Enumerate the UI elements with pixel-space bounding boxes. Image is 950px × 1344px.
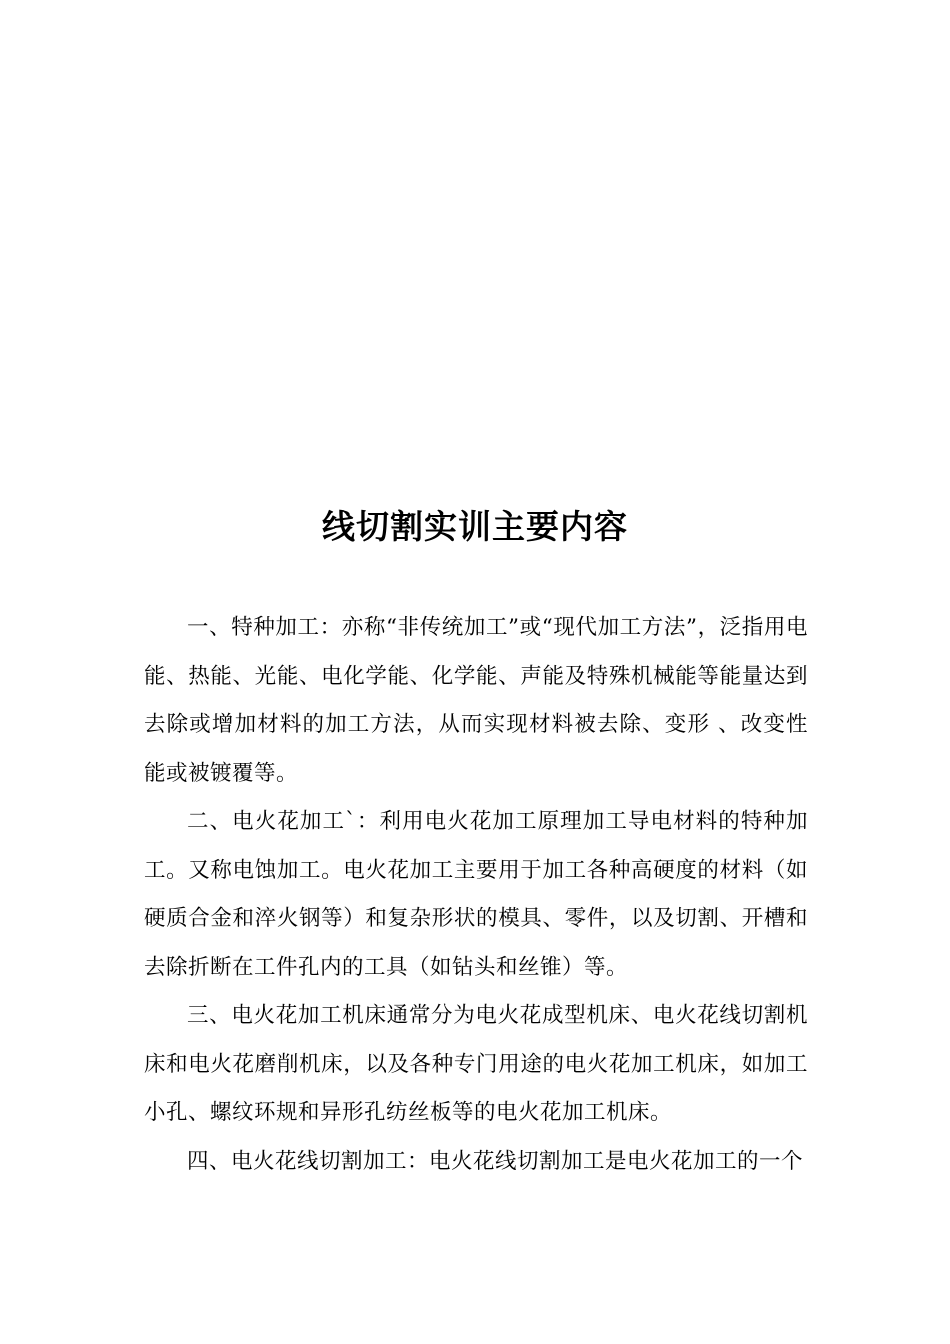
paragraph-2: 二、电火花加工`：利用电火花加工原理加工导电材料的特种加工。又称电蚀加工。电火花加工主要用于加工各种高硬度的材料（如硬质合金和淬火钢等）和复杂形状的模具、零件，以及切割、开槽和去除折断在工件孔内的工具（如钻头和丝锥）等。 xyxy=(144,809,808,980)
paragraph-1: 一、特种加工：亦称“非传统加工”或“现代加工方法”，泛指用电能、热能、光能、电化学能、化学能、声能及特殊机械能等能量达到去除或增加材料的加工方法，从而实现材料被去除、变形 、改变性能或被镀覆等。 xyxy=(144,615,808,786)
paragraph-4: 四、电火花线切割加工：电火花线切割加工是电火花加工的一个 xyxy=(187,1148,804,1174)
document-title: 线切割实训主要内容 xyxy=(322,507,628,546)
document-body xyxy=(144,604,808,1186)
paragraph-3: 三、电火花加工机床通常分为电火花成型机床、电火花线切割机床和电火花磨削机床，以及各种专门用途的电火花加工机床，如加工小孔、螺纹环规和异形孔纺丝板等的电火花加工机床。 xyxy=(144,1003,808,1125)
